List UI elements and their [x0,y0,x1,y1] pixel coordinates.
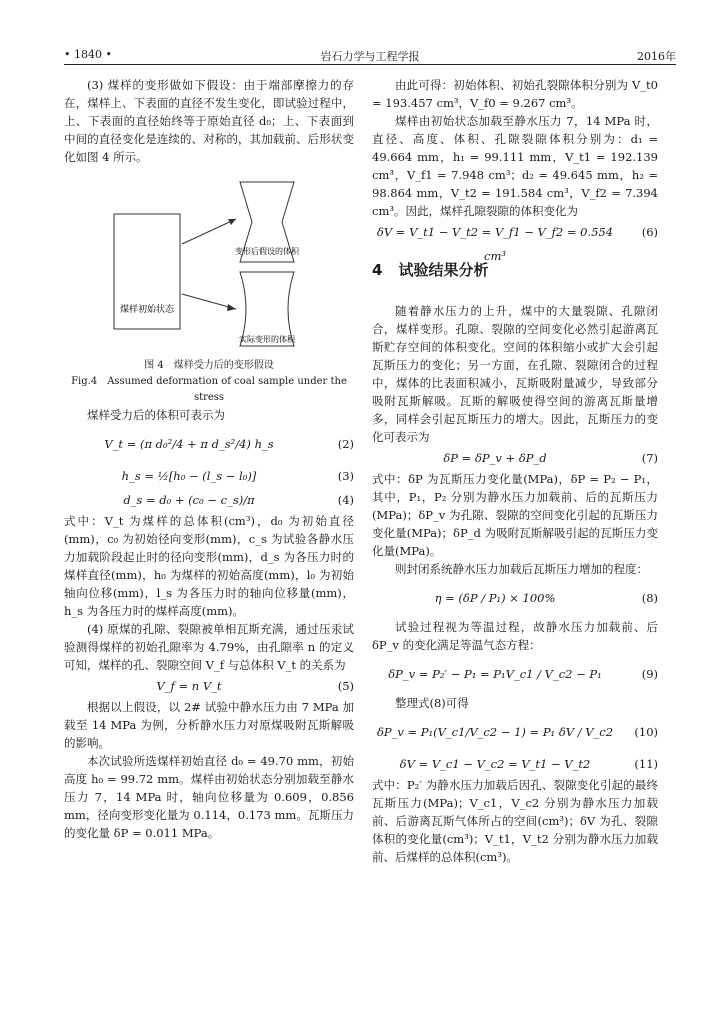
paragraph: 随着静水压力的上升，煤中的大量裂隙、孔隙闭合，煤样变形。孔隙、裂隙的空间变化必然引起游离瓦斯贮存空间的体积变化。空间的体积缩小或扩大会引起瓦斯压力的变化；另一方面，在孔隙、裂隙闭合的过程中，煤体的比表面积减小，瓦斯吸附量减少，导致部分吸附瓦斯解吸。瓦斯的解吸使得空间的游离瓦斯量增多，同样会引起瓦斯压力的增大。因此，瓦斯压力的变化可表示为 [372,304,658,444]
equation-6 [372,220,658,263]
equation-2 [64,424,354,464]
figure-4 [64,174,354,354]
equation-body: h_s = ½[h₀ − (l_s − l₀)] [121,469,257,483]
right-column [372,76,658,866]
arrow-top [182,219,236,244]
equation-body: δP = δP_v + δP_d [443,451,547,465]
equation-number: (4) [337,493,354,507]
left-column [64,76,354,842]
equation-body: δV = V_c1 − V_c2 = V_t1 − V_t2 [399,757,591,771]
original-label: 煤样初始状态 [119,305,175,315]
equation-number: (3) [337,469,354,483]
section-title: 试验结果分析 [398,261,489,279]
equation-7 [372,446,658,470]
journal-title: 岩石力学与工程学报 [320,50,420,63]
equation-body: η = (δP / P₁) × 100% [434,591,556,605]
equation-body: δP_v = P₁(V_c1/V_c2 − 1) = P₁ δV / V_c2 [376,725,614,739]
paragraph: 煤样由初始状态加载至静水压力 7，14 MPa 时，直径、高度、体积、孔隙裂隙体积分别为：d₁ = 49.664 mm，h₁ = 99.111 mm，V_t1 = 192.139 cm³，V_f1 = 7.948 cm³；d₂ = 49.645 mm，h₂ = 98.864 mm，V_t2 = 191.584 cm³，V_f2 = 7.394 cm³。因此，煤样孔隙裂隙的体积变化为 [372,114,658,218]
actual-label: 实际变形的体积 [239,335,295,344]
paragraph: 式中：V_t 为煤样的总体积(cm³)，d₀ 为初始直径(mm)，c₀ 为初始径向变形(mm)，c_s 为试验各静水压力加载阶段起止时的径向变形(mm)，d_s 为各压力时的煤样直径(mm)，h₀ 为煤样的初始高度(mm)，l₀ 为初始轴向位移(mm)，l_s 为各压力时的轴向位移量(mm)，h_s 为各压力时的煤样高度(mm)。 [64,514,354,618]
equation-11 [372,752,658,776]
equation-number: (6) [641,225,658,239]
equation-body: δP_v = P₂′ − P₁ = P₁V_c1 / V_c2 − P₁ [388,667,602,681]
equation-number: (7) [641,451,658,465]
equation-body: V_f = n V_t [156,679,222,693]
equation-body: d_s = d₀ + (c₀ − c_s)/π [123,493,255,507]
paragraph: 式中：P₂′ 为静水压力加载后因孔、裂隙变化引起的最终瓦斯压力(MPa)；V_c1，V_c2 分别为静水压力加载前、后游离瓦斯气体所占的空间(cm³)；δV 为孔、裂隙体积的变化量(cm³)；V_t1，V_t2 分别为静水压力加载前、后煤样的总体积(cm³)。 [372,778,658,864]
equation-9 [372,654,658,694]
paragraph: 根据以上假设，以 2# 试验中静水压力由 7 MPa 加载至 14 MPa 为例，分析静水压力对原煤吸附瓦斯解吸的影响。 [64,700,354,750]
equation-number: (2) [337,437,354,451]
paragraph: 整理式(8)可得 [395,696,469,710]
deformation-diagram [64,174,354,354]
year: 2016年 [637,50,676,63]
equation-body: δV = V_t1 − V_t2 = V_f1 − V_f2 = 0.554 cm³ [376,225,614,263]
paragraph: (3) 煤样的变形做如下假设：由于端部摩擦力的存在，煤样上、下表面的直径不发生变化，即试验过程中，上、下表面的直径始终等于原始直径 d₀；上、下表面到中间的直径变化是连续的、对称的，其加载前、后形状变化如图 4 所示。 [64,78,354,164]
paragraph: 煤样受力后的体积可表示为 [87,408,225,422]
paragraph: (4) 原煤的孔隙、裂隙被单相瓦斯充满，通过压汞试验测得煤样的初始孔隙率为 4.79%，由孔隙率 n 的定义可知，煤样的孔、裂隙空间 V_f 与总体积 V_t 的关系为 [64,622,354,672]
page-header [64,48,676,62]
arrowhead-bottom [227,304,236,311]
header-rule [64,64,676,65]
equation-5 [64,674,354,698]
section-number: 4 [372,261,383,279]
equation-3 [64,464,354,488]
equation-8 [372,578,658,618]
equation-number: (5) [337,679,354,693]
equation-body: V_t = (π d₀²/4 + π d_s²/4) h_s [104,437,274,451]
page-number: • 1840 • [64,48,112,61]
paragraph: 由此可得：初始体积、初始孔裂隙体积分别为 V_t0 = 193.457 cm³，V_f0 = 9.267 cm³。 [372,78,658,110]
assumed-label: 变形后假设的体积 [235,247,299,256]
paragraph: 本次试验所选煤样初始直径 d₀ = 49.70 mm，初始高度 h₀ = 99.72 mm。煤样由初始状态分别加载至静水压力 7，14 MPa 时，轴向位移量为 0.609，0.856 mm，径向变形变化量为 0.114，0.173 mm。瓦斯压力的变化量 δP = 0.011 MPa。 [64,754,354,840]
figure-caption-en: Fig.4 Assumed deformation of coal sample under the stress [71,376,347,403]
equation-number: (10) [634,725,658,739]
paragraph: 式中：δP 为瓦斯压力变化量(MPa)，δP = P₂ − P₁，其中，P₁，P₂ 分别为静水压力加载前、后的瓦斯压力(MPa)；δP_v 为孔隙、裂隙的空间变化引起的瓦斯压力变化量(MPa)；δP_d 为吸附瓦斯解吸引起的瓦斯压力变化量(MPa)。 [372,472,658,558]
equation-10 [372,712,658,752]
equation-number: (11) [634,757,658,771]
equation-number: (9) [641,667,658,681]
equation-4 [64,488,354,512]
paragraph: 试验过程视为等温过程，故静水压力加载前、后 δP_v 的变化满足等温气态方程： [372,620,658,652]
figure-caption-cn: 图 4 煤样受力后的变形假设 [144,360,274,371]
equation-number: (8) [641,591,658,605]
paragraph: 则封闭系统静水压力加载后瓦斯压力增加的程度： [395,562,648,576]
